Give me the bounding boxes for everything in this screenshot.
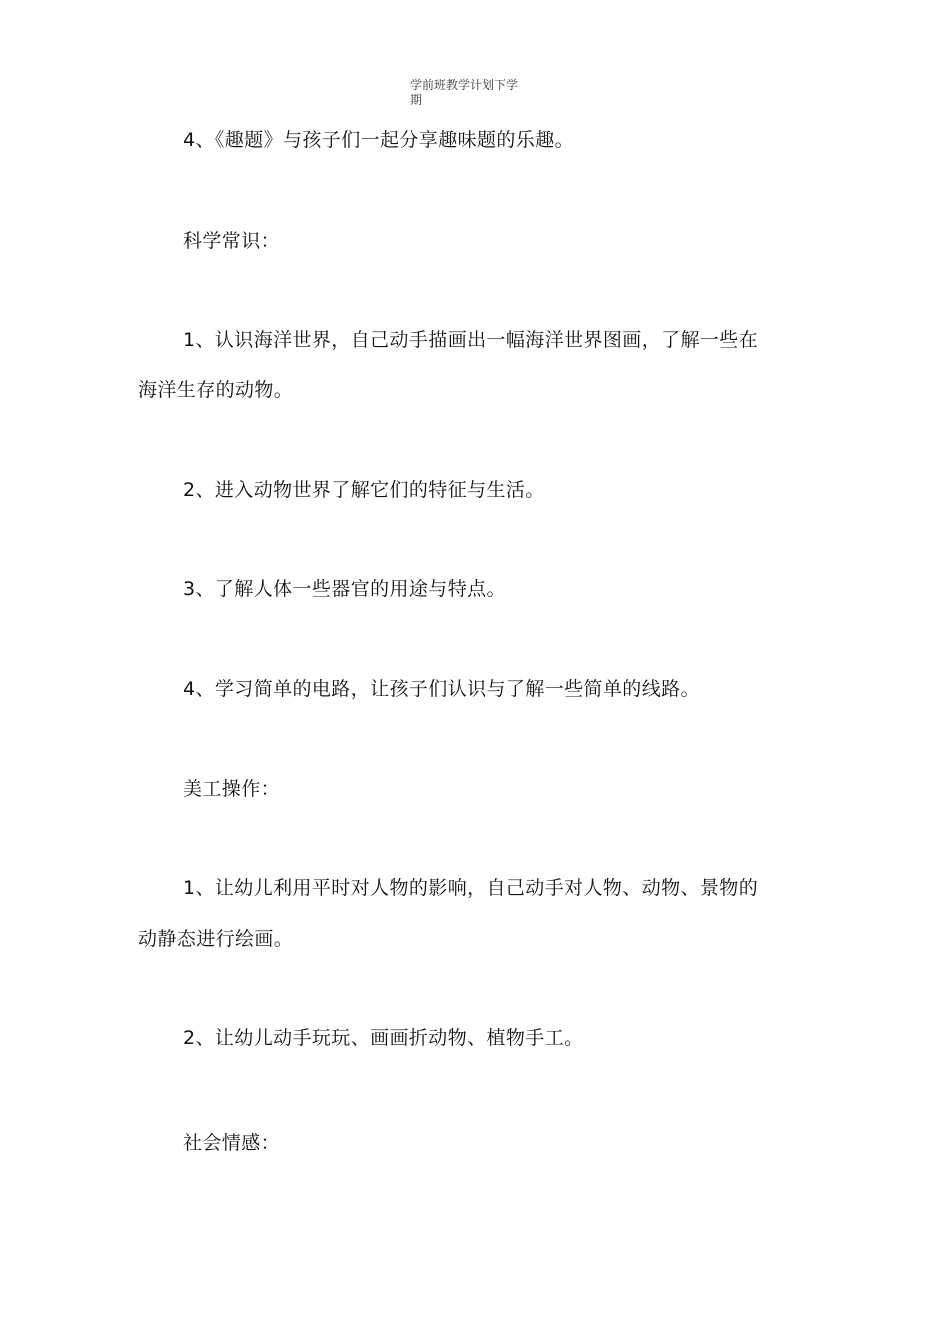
header-title-line-2: 期 [410, 93, 423, 107]
section-heading-science: 科学常识： [183, 230, 281, 252]
section-heading-art: 美工操作： [183, 778, 281, 800]
section-heading-social: 社会情感： [183, 1132, 281, 1154]
paragraph-ocean-world-cont: 海洋生存的动物。 [138, 379, 294, 401]
header-title-line-1: 学前班教学计划下学 [410, 78, 519, 92]
paragraph-drawing: 1、让幼儿利用平时对人物的影响，自己动手对人物、动物、景物的 [183, 877, 759, 899]
paragraph-drawing-cont: 动静态进行绘画。 [138, 928, 294, 950]
paragraph-simple-circuit: 4、学习简单的电路，让孩子们认识与了解一些简单的线路。 [183, 678, 700, 700]
page-header [410, 78, 540, 108]
paragraph-ocean-world: 1、认识海洋世界，自己动手描画出一幅海洋世界图画，了解一些在 [183, 329, 759, 351]
paragraph-handcraft: 2、让幼儿动手玩玩、画画折动物、植物手工。 [183, 1027, 584, 1049]
paragraph-fun-questions: 4、《趣题》与孩子们一起分享趣味题的乐趣。 [183, 129, 574, 151]
paragraph-human-organs: 3、了解人体一些器官的用途与特点。 [183, 578, 506, 600]
paragraph-animal-world: 2、进入动物世界了解它们的特征与生活。 [183, 479, 545, 501]
